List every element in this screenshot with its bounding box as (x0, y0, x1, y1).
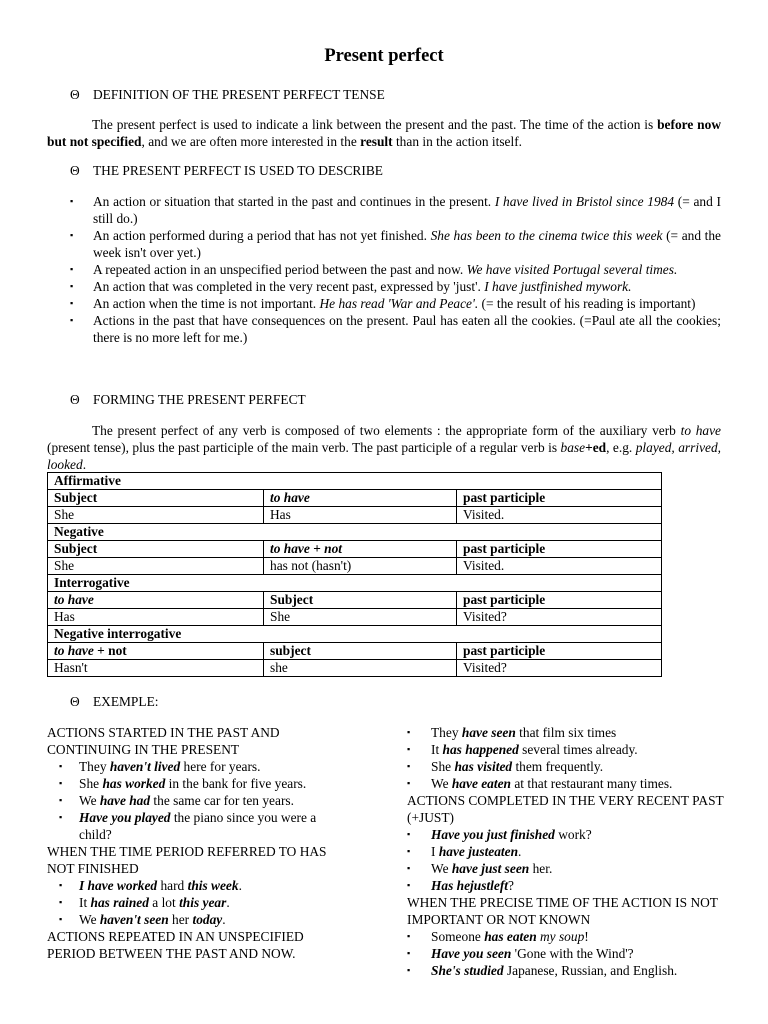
table-header-cell: Subject (48, 541, 264, 558)
table-header-cell: Subject (264, 592, 457, 609)
example-list (47, 877, 347, 928)
definition-paragraph: The present perfect is used to indicate a link between the present and the past. The time of the action is before now but not specified, and we are often more interested in the result than in the action itself. (47, 117, 721, 149)
table-header-row (48, 490, 662, 507)
list-item: ▪ We haven't seen her today. (59, 912, 226, 927)
page-title: Present perfect (324, 46, 444, 66)
uses-list (47, 193, 721, 346)
section-label: Negative interrogative (48, 626, 662, 643)
example-caption: ACTIONS STARTED IN THE PAST AND CONTINUING IN THE PRESENT (47, 725, 280, 757)
list-item: ▪ It has happened several times already. (407, 742, 638, 757)
table-header-cell: to have (264, 490, 457, 507)
square-bullet-icon: ▪ (59, 761, 63, 771)
theta-bullet-icon: Θ (70, 163, 80, 178)
table-cell: Visited. (457, 558, 662, 575)
square-bullet-icon: ▪ (59, 914, 63, 924)
conjugation-table (47, 472, 662, 677)
square-bullet-icon: ▪ (59, 897, 63, 907)
example-list (47, 758, 347, 843)
section-label: Negative (48, 524, 662, 541)
table-section-row (48, 575, 662, 592)
forming-paragraph: The present perfect of any verb is composed of two elements : the appropriate form of the auxiliary verb to have (present tense), plus the past participle of the main verb. The past participle of a regular verb is base+ed, e.g. played, arrived, looked. (47, 423, 722, 472)
table-row (48, 660, 662, 677)
square-bullet-icon: ▪ (407, 880, 411, 890)
square-bullet-icon: ▪ (407, 727, 411, 737)
table-cell: Has (48, 609, 264, 626)
list-item: ▪ Someone has eaten my soup! (407, 929, 589, 944)
table-header-cell: to have (48, 592, 264, 609)
square-bullet-icon: ▪ (59, 795, 63, 805)
table-section-row (48, 473, 662, 490)
examples-right-column (407, 724, 727, 979)
list-item: ▪ She's studied Japanese, Russian, and English. (407, 963, 678, 978)
examples-left-column (47, 724, 347, 962)
example-list (407, 724, 727, 792)
square-bullet-icon: ▪ (70, 196, 74, 206)
table-cell: has not (hasn't) (264, 558, 457, 575)
square-bullet-icon: ▪ (70, 298, 74, 308)
table-section-row (48, 626, 662, 643)
list-item: ▪ She has worked in the bank for five years. (59, 776, 307, 791)
table-header-cell: to have + not (48, 643, 264, 660)
list-item: ▪ An action that was completed in the very recent past, expressed by 'just'. I have justfinished mywork. (70, 279, 632, 294)
table-header-cell: past participle (457, 643, 662, 660)
table-cell: Visited? (457, 660, 662, 677)
square-bullet-icon: ▪ (407, 948, 411, 958)
square-bullet-icon: ▪ (407, 931, 411, 941)
section-label: Interrogative (48, 575, 662, 592)
table-cell: She (48, 558, 264, 575)
table-header-row (48, 592, 662, 609)
list-item: ▪ A repeated action in an unspecified period between the past and now. We have visited Portugal several times. (70, 262, 678, 277)
uses-heading: Θ THE PRESENT PERFECT IS USED TO DESCRIBE (70, 163, 383, 178)
table-header-cell: subject (264, 643, 457, 660)
square-bullet-icon: ▪ (407, 965, 411, 975)
list-item: ▪ We have eaten at that restaurant many times. (407, 776, 673, 791)
table-cell: she (264, 660, 457, 677)
table-section-row (48, 524, 662, 541)
example-caption: WHEN THE PRECISE TIME OF THE ACTION IS NOT IMPORTANT OR NOT KNOWN (407, 895, 718, 927)
definition-heading: Θ DEFINITION OF THE PRESENT PERFECT TENSE (70, 87, 385, 102)
list-item: ▪ We have had the same car for ten years. (59, 793, 294, 808)
list-item: ▪ Have you just finished work? (407, 827, 592, 842)
square-bullet-icon: ▪ (407, 863, 411, 873)
square-bullet-icon: ▪ (407, 829, 411, 839)
list-item: ▪ Have you seen 'Gone with the Wind'? (407, 946, 634, 961)
table-cell: Visited? (457, 609, 662, 626)
theta-bullet-icon: Θ (70, 694, 80, 709)
list-item: ▪ She has visited them frequently. (407, 759, 604, 774)
example-list (407, 826, 727, 894)
list-item: ▪ We have just seen her. (407, 861, 553, 876)
section-label: Affirmative (48, 473, 662, 490)
square-bullet-icon: ▪ (59, 812, 63, 822)
table-header-cell: past participle (457, 490, 662, 507)
list-item: ▪ I have worked hard this week. (59, 878, 242, 893)
table-cell: Visited. (457, 507, 662, 524)
theta-bullet-icon: Θ (70, 87, 80, 102)
list-item: ▪ An action when the time is not important. He has read 'War and Peace'. (= the result of his reading is important) (70, 296, 696, 311)
square-bullet-icon: ▪ (70, 230, 74, 240)
list-item: ▪ They haven't lived here for years. (59, 759, 261, 774)
list-item: ▪ It has rained a lot this year. (59, 895, 230, 910)
list-item: ▪ An action or situation that started in the past and continues in the present. I have lived in Bristol since 1984 (= and I still do.) (70, 194, 721, 226)
list-item: ▪ An action performed during a period that has not yet finished. She has been to the cinema twice this week (= and the week isn't over yet.) (70, 228, 722, 260)
example-caption: ACTIONS COMPLETED IN THE VERY RECENT PAST (+JUST) (407, 793, 724, 825)
theta-bullet-icon: Θ (70, 392, 80, 407)
example-list (407, 928, 727, 979)
square-bullet-icon: ▪ (59, 778, 63, 788)
example-caption: WHEN THE TIME PERIOD REFERRED TO HAS NOT FINISHED (47, 844, 327, 876)
table-cell: Has (264, 507, 457, 524)
table-header-row (48, 541, 662, 558)
square-bullet-icon: ▪ (70, 315, 74, 325)
square-bullet-icon: ▪ (407, 744, 411, 754)
table-row (48, 609, 662, 626)
table-cell: She (48, 507, 264, 524)
table-cell: She (264, 609, 457, 626)
list-item: ▪ Has hejustleft? (407, 878, 514, 893)
forming-heading: Θ FORMING THE PRESENT PERFECT (70, 392, 306, 407)
example-heading: Θ EXEMPLE: (70, 694, 159, 709)
example-caption: ACTIONS REPEATED IN AN UNSPECIFIED PERIOD BETWEEN THE PAST AND NOW. (47, 929, 304, 961)
table-header-row (48, 643, 662, 660)
table-header-cell: to have + not (264, 541, 457, 558)
square-bullet-icon: ▪ (407, 846, 411, 856)
list-item: ▪ I have justeaten. (407, 844, 522, 859)
table-row (48, 507, 662, 524)
list-item: ▪ Actions in the past that have consequences on the present. Paul has eaten all the cookies. (=Paul ate all the cookies; there is no more left for me.) (70, 313, 721, 345)
square-bullet-icon: ▪ (70, 264, 74, 274)
table-row (48, 558, 662, 575)
square-bullet-icon: ▪ (59, 880, 63, 890)
list-item: ▪ Have you played the piano since you were a child? (59, 810, 317, 842)
square-bullet-icon: ▪ (407, 761, 411, 771)
square-bullet-icon: ▪ (407, 778, 411, 788)
table-header-cell: past participle (457, 592, 662, 609)
table-cell: Hasn't (48, 660, 264, 677)
table-header-cell: Subject (48, 490, 264, 507)
square-bullet-icon: ▪ (70, 281, 74, 291)
table-header-cell: past participle (457, 541, 662, 558)
list-item: ▪ They have seen that film six times (407, 725, 617, 740)
